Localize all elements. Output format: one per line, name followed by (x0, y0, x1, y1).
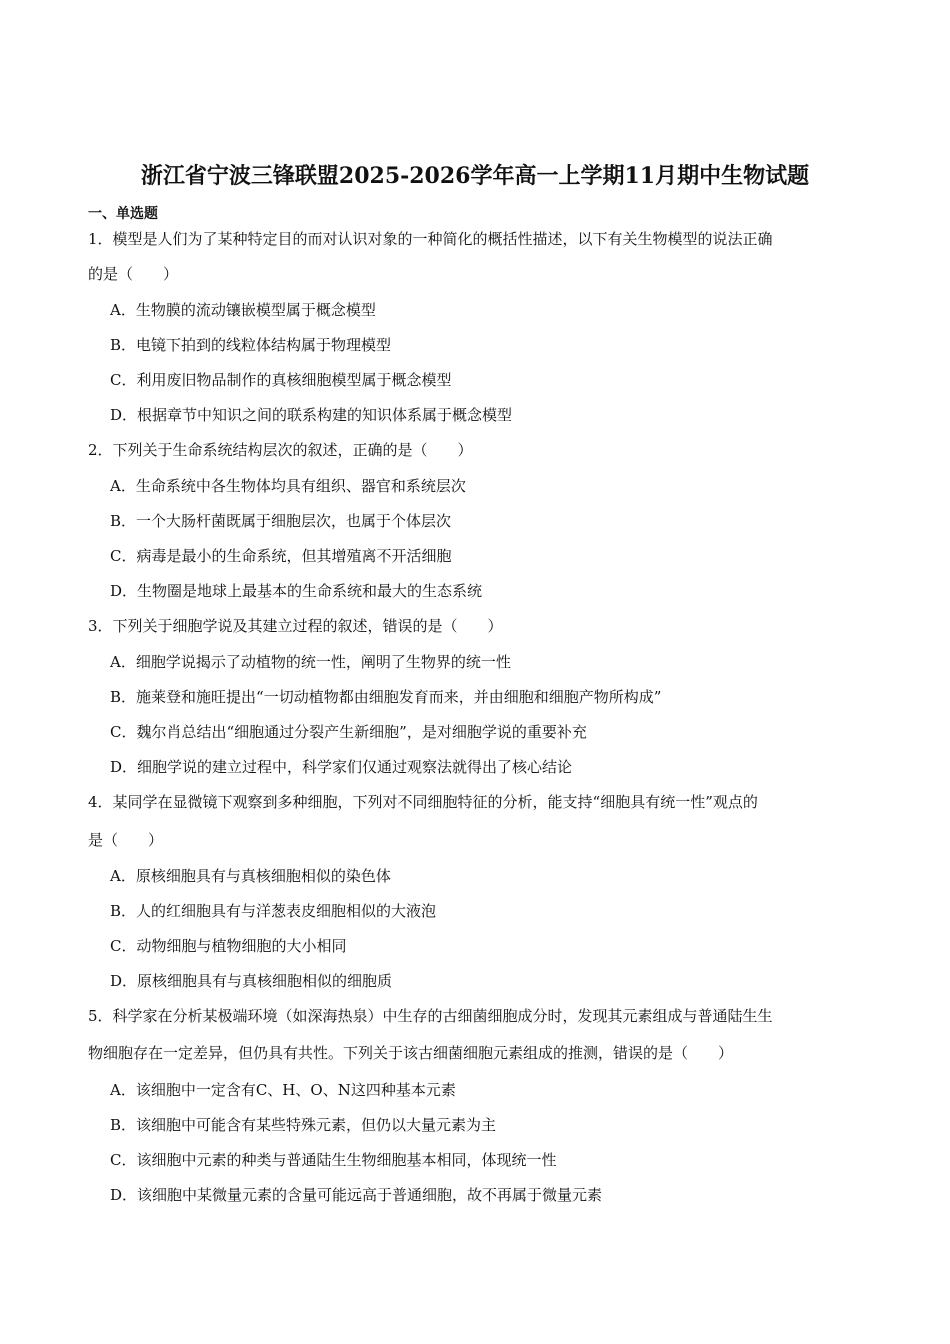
question-5-line-2: 物细胞存在一定差异，但仍具有共性。下列关于该古细菌细胞元素组成的推测，错误的是（ ） (88, 1044, 734, 1062)
question-4-option-d: D．原核细胞具有与真核细胞相似的细胞质 (110, 972, 393, 990)
section-heading: 一、单选题 (88, 206, 158, 222)
question-5-option-a: A．该细胞中一定含有C、H、O、N这四种基本元素 (110, 1081, 456, 1099)
question-4-option-c: C．动物细胞与植物细胞的大小相同 (110, 937, 347, 955)
question-1-line-1: 1．模型是人们为了某种特定目的而对认识对象的一种简化的概括性描述，以下有关生物模型的说法正确 (88, 230, 773, 248)
question-5-line-1: 5．科学家在分析某极端环境（如深海热泉）中生存的古细菌细胞成分时，发现其元素组成与普通陆生生 (88, 1007, 773, 1025)
question-2-option-a: A．生命系统中各生物体均具有组织、器官和系统层次 (110, 477, 466, 495)
document-title: 浙江省宁波三锋联盟2025-2026学年高一上学期11月期中生物试题 (140, 163, 810, 189)
question-5-option-c: C．该细胞中元素的种类与普通陆生生物细胞基本相同，体现统一性 (110, 1151, 557, 1169)
question-4-option-b: B．人的红细胞具有与洋葱表皮细胞相似的大液泡 (110, 902, 437, 920)
question-1-option-d: D．根据章节中知识之间的联系构建的知识体系属于概念模型 (110, 406, 513, 424)
question-4-line-2: 是（ ） (88, 831, 164, 849)
question-1-option-c: C．利用废旧物品制作的真核细胞模型属于概念模型 (110, 371, 452, 389)
question-2-line-1: 2．下列关于生命系统结构层次的叙述，正确的是（ ） (88, 441, 473, 459)
question-3-option-a: A．细胞学说揭示了动植物的统一性，阐明了生物界的统一性 (110, 653, 511, 671)
question-2-option-c: C．病毒是最小的生命系统，但其增殖离不开活细胞 (110, 547, 452, 565)
question-2-option-b: B．一个大肠杆菌既属于细胞层次，也属于个体层次 (110, 512, 452, 530)
question-3-option-d: D．细胞学说的建立过程中，科学家们仅通过观察法就得出了核心结论 (110, 758, 573, 776)
question-3-option-b: B．施莱登和施旺提出“一切动植物都由细胞发育而来，并由细胞和细胞产物所构成” (110, 688, 662, 706)
question-1-line-2: 的是（ ） (88, 265, 179, 283)
question-4-line-1: 4．某同学在显微镜下观察到多种细胞，下列对不同细胞特征的分析，能支持“细胞具有统一性”观点的 (88, 793, 758, 811)
question-1-option-b: B．电镜下拍到的线粒体结构属于物理模型 (110, 336, 392, 354)
question-1-option-a: A．生物膜的流动镶嵌模型属于概念模型 (110, 301, 376, 319)
question-2-option-d: D．生物圈是地球上最基本的生命系统和最大的生态系统 (110, 582, 483, 600)
question-4-option-a: A．原核细胞具有与真核细胞相似的染色体 (110, 867, 391, 885)
question-5-option-b: B．该细胞中可能含有某些特殊元素，但仍以大量元素为主 (110, 1116, 497, 1134)
question-3-option-c: C．魏尔肖总结出“细胞通过分裂产生新细胞”，是对细胞学说的重要补充 (110, 723, 587, 741)
question-5-option-d: D．该细胞中某微量元素的含量可能远高于普通细胞，故不再属于微量元素 (110, 1186, 603, 1204)
question-3-line-1: 3．下列关于细胞学说及其建立过程的叙述，错误的是（ ） (88, 617, 503, 635)
